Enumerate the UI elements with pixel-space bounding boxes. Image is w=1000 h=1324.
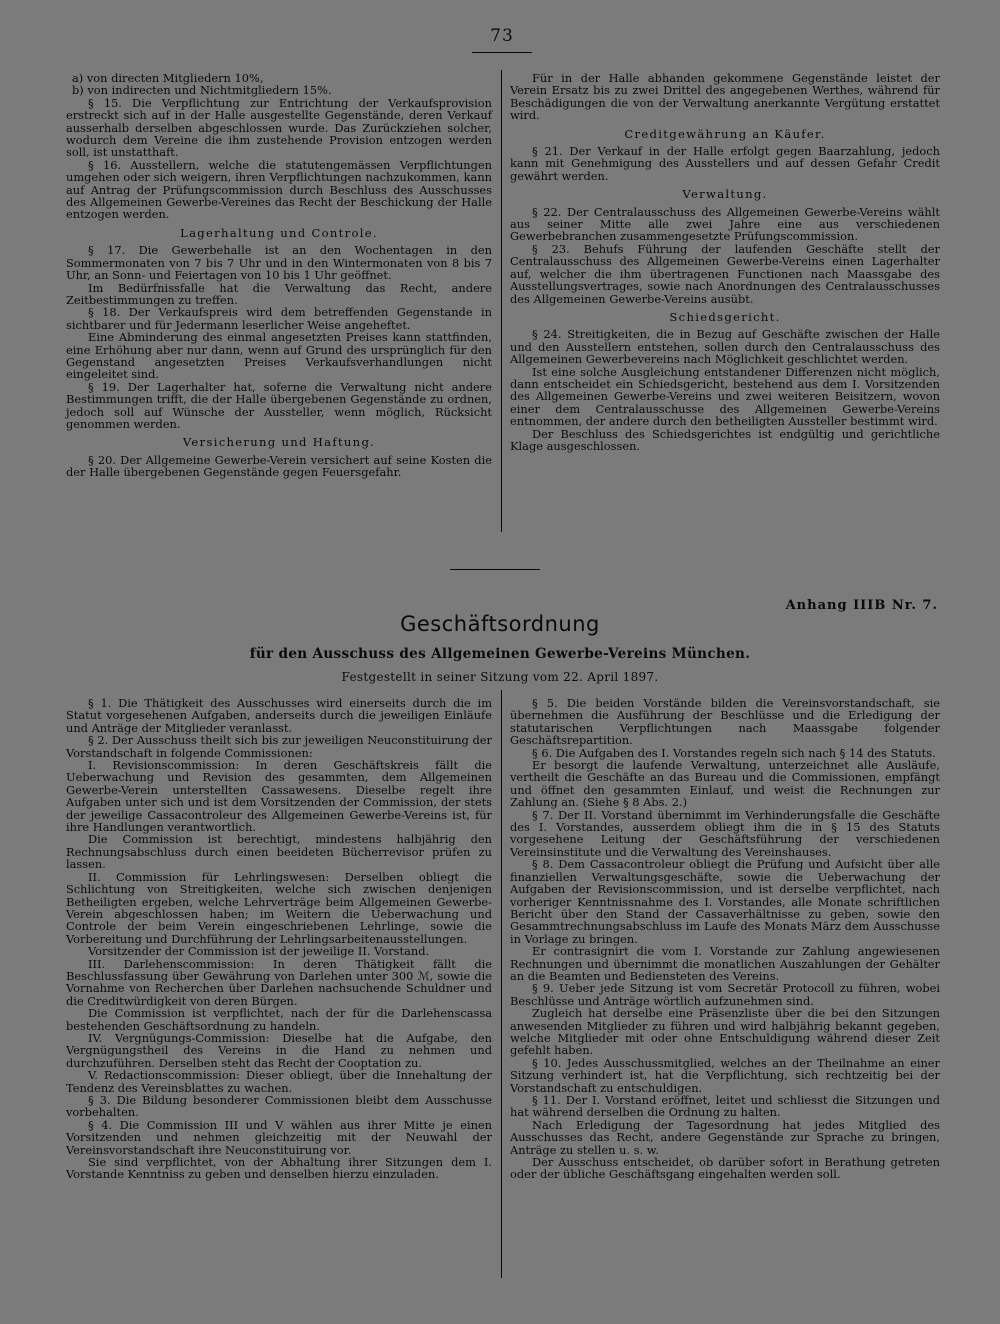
paragraph: § 10. Jedes Ausschussmitglied, welches an der Theilnahme an einer Sitzung verhindert ist, hat die Verpflichtung, sich rechtzeitig bei der Vorstandschaft zu entschuldigen.: [510, 1055, 940, 1095]
section-heading: Versicherung und Haftung.: [182, 435, 376, 450]
paragraph: Die Commission ist verpflichtet, nach der für die Darlehenscassa bestehenden Geschäftsordnung zu handeln.: [66, 1006, 492, 1033]
paragraph: IV. Vergnügungs-Commission: Dieselbe hat die Aufgabe, den Vergnügungstheil des Vereins in die Hand zu nehmen und durchzuführen. Derselben steht das Recht der Cooptation zu.: [66, 1030, 492, 1070]
paragraph: § 3. Die Bildung besonderer Commissionen bleibt dem Ausschusse vorbehalten.: [66, 1093, 492, 1120]
column-divider-bottom: [501, 690, 502, 1278]
paragraph: § 11. Der I. Vorstand eröffnet, leitet und schliesst die Sitzungen und hat während derselben die Ordnung zu halten.: [510, 1093, 940, 1120]
paragraph: § 8. Dem Cassacontroleur obliegt die Prüfung und Aufsicht über alle finanziellen Verwaltungsgeschäfte, sowie die Ueberwachung der Aufgaben der Revisionscommission, und ist derselbe verpflichtet, nach vorheriger Kenntnissnahme des I. Vorstandes, alle Monate schriftlichen Bericht über den Stand der Cassaverhältnisse zu geben, sowie den Gesammtrechnungsabschluss im Laufe des Monats März dem Ausschusse in Vorlage zu bringen.: [510, 857, 940, 946]
paragraph: § 19. Der Lagerhalter hat, soferne die Verwaltung nicht andere Bestimmungen trifft, die der Halle übergebenen Gegenstände zu ordnen, jedoch soll auf Wünsche der Aussteller, wenn möglich, Rücksicht genommen werden.: [66, 379, 492, 431]
paragraph: Die Commission ist berechtigt, mindestens halbjährig den Rechnungsabschluss durch einen beeideten Bücherrevisor prüfen zu lassen.: [66, 832, 492, 872]
paragraph: Nach Erledigung der Tagesordnung hat jedes Mitglied des Ausschusses das Recht, andere Gegenstände zur Sprache zu bringen, Anträge zu stellen u. s. w.: [510, 1117, 940, 1157]
paragraph: Eine Abminderung des einmal angesetzten Preises kann stattfinden, eine Erhöhung aber nur dann, wenn auf Grund des ursprünglich für den Gegenstand angesetzten Preises Verkaufsverhandlungen nicht eingeleitet sind.: [66, 330, 492, 382]
paragraph: § 20. Der Allgemeine Gewerbe-Verein versichert auf seine Kosten die der Halle übergebenen Gegenstände gegen Feuersgefahr.: [66, 452, 492, 480]
bottom-right-column: [510, 697, 940, 1181]
paragraph: § 7. Der II. Vorstand übernimmt im Verhinderungsfalle die Geschäfte des I. Vorstandes, ausserdem obliegt ihm die in § 15 des Statuts vorgesehene Leitung der Geschäftsführung der verschiedenen Vereinsinstitute und die Verwaltung des Vereinshauses.: [510, 807, 940, 859]
paragraph: § 1. Die Thätigkeit des Ausschusses wird einerseits durch die im Statut vorgesehenen Aufgaben, anderseits durch die jeweiligen Einläufe und Anträge der Mitglieder veranlasst.: [66, 696, 492, 735]
paragraph: b) von indirecten und Nichtmitgliedern 15%.: [72, 83, 332, 98]
paragraph: Im Bedürfnissfalle hat die Verwaltung das Recht, andere Zeitbestimmungen zu treffen.: [66, 280, 492, 307]
paragraph: § 2. Der Ausschuss theilt sich bis zur jeweiligen Neuconstituirung der Vorstandschaft in folgende Commissionen:: [66, 733, 492, 760]
paragraph: Ist eine solche Ausgleichung entstandener Differenzen nicht möglich, dann entscheidet ein Schiedsgericht, bestehend aus dem I. Vorsitzenden des Allgemeinen Gewerbe-Vereins und zwei weiteren Beisitzern, wovon einer dem Centralausschusse des Allgemeinen Gewerbe-Vereins entnommen, der andere durch den betheiligten Aussteller bestimmt wird.: [510, 364, 940, 429]
section-heading: Creditgewährung an Käufer.: [624, 126, 826, 141]
paragraph: Sie sind verpflichtet, von der Abhaltung ihrer Sitzungen dem I. Vorstande Kenntniss zu geben und denselben hierzu einzuladen.: [66, 1155, 492, 1182]
paragraph: § 6. Die Aufgaben des I. Vorstandes regeln sich nach § 14 des Statuts.: [532, 745, 936, 760]
section-heading: Verwaltung.: [682, 187, 768, 202]
top-left-column: [66, 72, 492, 479]
top-right-column: [510, 72, 940, 452]
paragraph: Vorsitzender der Commission ist der jeweilige II. Vorstand.: [88, 944, 430, 959]
section-heading: Lagerhaltung und Controle.: [180, 225, 378, 240]
paragraph: § 5. Die beiden Vorstände bilden die Vereinsvorstandschaft, sie übernehmen die Ausführung der Beschlüsse und die Erledigung der statutarischen Verpflichtungen nach Maassgabe folgender Geschäftsrepartition.: [510, 696, 940, 748]
paragraph: § 17. Die Gewerbehalle ist an den Wochentagen in den Sommermonaten von 7 bis 7 Uhr und in den Wintermonaten von 8 bis 7 Uhr, an Sonn- und Feiertagen von 10 bis 1 Uhr geöffnet.: [66, 243, 492, 283]
paragraph: II. Commission für Lehrlingswesen: Derselben obliegt die Schlichtung von Streitigkeiten, welche sich zwischen denjenigen Betheiligten ergeben, welche Lehrverträge beim Allgemeinen Gewerbe-Verein abgeschlossen haben; im Weitern die Ueberwachung und Controle der beim Verein eingeschriebenen Lehrlinge, sowie die Vorbereitung und Durchführung der Lehrlingsarbeitenausstellungen.: [66, 869, 492, 946]
section-heading: Schiedsgericht.: [669, 309, 781, 324]
paragraph: I. Revisionscommission: In deren Geschäftskreis fällt die Ueberwachung und Revision des gesammten, dem Allgemeinen Gewerbe-Verein unterstellten Cassawesens. Dieselbe regelt ihre Aufgaben unter sich und ist dem Vorsitzenden der Commission, der stets der jeweilige Cassacontroleur des Allgemeinen Gewerbe-Vereins ist, für ihre Handlungen verantwortlich.: [66, 758, 492, 835]
page-number-rule: [472, 52, 532, 53]
paragraph: Für in der Halle abhanden gekommene Gegenstände leistet der Verein Ersatz bis zu zwei Drittel des angegebenen Werthes, während für Beschädigungen die von der Verwaltung anerkannte Vergütung erstattet wird.: [510, 71, 940, 123]
established-date-line: Festgestellt in seiner Sitzung vom 22. April 1897.: [341, 670, 659, 684]
annex-label: Anhang IIIB Nr. 7.: [785, 598, 938, 613]
paragraph: § 22. Der Centralausschuss des Allgemeinen Gewerbe-Vereins wählt aus seiner Mitte alle zwei Jahre eine aus verschiedenen Gewerbebranchen zusammengesetzte Prüfungscommission.: [510, 204, 940, 244]
paragraph: Zugleich hat derselbe eine Präsenzliste über die bei den Sitzungen anwesenden Mitglieder zu führen und wird halbjährig bekannt gegeben, welche Mitglieder mit oder ohne Entschuldigung während dieser Zeit gefehlt haben.: [510, 1006, 940, 1058]
paragraph: V. Redactionscommission: Dieser obliegt, über die Innehaltung der Tendenz des Vereinsblattes zu wachen.: [66, 1068, 492, 1095]
page-number: 73: [490, 26, 514, 46]
paragraph: § 24. Streitigkeiten, die in Bezug auf Geschäfte zwischen der Halle und den Ausstellern entstehen, sollen durch den Centralausschuss des Allgemeinen Gewerbevereins nach Möglichkeit geschlichtet werden.: [510, 327, 940, 367]
document-title: Geschäftsordnung: [400, 612, 600, 636]
paragraph: Der Beschluss des Schiedsgerichtes ist endgültig und gerichtliche Klage ausgeschlossen.: [510, 426, 940, 453]
paragraph: § 9. Ueber jede Sitzung ist vom Secretär Protocoll zu führen, wobei Beschlüsse und Anträge wörtlich aufzunehmen sind.: [510, 981, 940, 1008]
paragraph: § 23. Behufs Führung der laufenden Geschäfte stellt der Centralausschuss des Allgemeinen Gewerbe-Vereins einen Lagerhalter auf, welcher die ihm übertragenen Functionen nach Maassgabe des Ausstellungsvertrages, sowie nach Anordnungen des Centralausschusses des Allgemeinen Gewerbe-Vereins ausübt.: [510, 241, 940, 306]
section-divider: [450, 569, 540, 570]
paragraph: Er contrasignirt die vom I. Vorstande zur Zahlung angewiesenen Rechnungen und übernimmt die monatlichen Auszahlungen der Gehälter an die Beamten und Bediensteten des Vereins.: [510, 944, 940, 983]
paragraph: § 18. Der Verkaufspreis wird dem betreffenden Gegenstande in sichtbarer und für Jedermann leserlicher Weise angeheftet.: [66, 305, 492, 332]
paragraph: Der Ausschuss entscheidet, ob darüber sofort in Berathung getreten oder der übliche Geschäftsgang eingehalten werden soll.: [510, 1155, 940, 1182]
document-subtitle: für den Ausschuss des Allgemeinen Gewerbe-Vereins München.: [249, 646, 751, 662]
paragraph: III. Darlehenscommission: In deren Thätigkeit fällt die Beschlussfassung über Gewährung von Darlehen unter 300 ℳ, sowie die Vornahme von Recherchen über Darlehen nachsuchende Schuldner und die Creditwürdigkeit von deren Bürgen.: [66, 956, 492, 1008]
bottom-left-column: [66, 697, 492, 1181]
paragraph: § 4. Die Commission III und V wählen aus ihrer Mitte je einen Vorsitzenden und nehmen gleichzeitig mit der Neuwahl der Vereinsvorstandschaft ihre Neuconstituirung vor.: [66, 1117, 492, 1157]
paragraph: § 15. Die Verpflichtung zur Entrichtung der Verkaufsprovision erstreckt sich auf in der Halle ausgestellte Gegenstände, deren Verkauf ausserhalb derselben abgeschlossen wurde. Das Zurückziehen solcher, wodurch dem Vereine die ihm zustehende Provision entzogen werden soll, ist unstatthaft.: [66, 95, 492, 160]
paragraph: § 16. Ausstellern, welche die statutengemässen Verpflichtungen umgehen oder sich weigern, ihren Verpflichtungen nachzukommen, kann auf Antrag der Prüfungscommission durch Beschluss des Ausschusses des Allgemeinen Gewerbe-Vereines das Recht der Beschickung der Halle entzogen werden.: [66, 157, 492, 222]
paragraph: Er besorgt die laufende Verwaltung, unterzeichnet alle Ausläufe, vertheilt die Geschäfte an das Bureau und die Commissionen, empfängt und öffnet den gesammten Einlauf, und weist die Rechnungen zur Zahlung an. (Siehe § 8 Abs. 2.): [510, 758, 940, 810]
paragraph: § 21. Der Verkauf in der Halle erfolgt gegen Baarzahlung, jedoch kann mit Genehmigung des Ausstellers und auf dessen Gefahr Credit gewährt werden.: [510, 144, 940, 183]
paragraph: a) von directen Mitgliedern 10%,: [72, 71, 264, 85]
column-divider-top: [501, 70, 502, 532]
